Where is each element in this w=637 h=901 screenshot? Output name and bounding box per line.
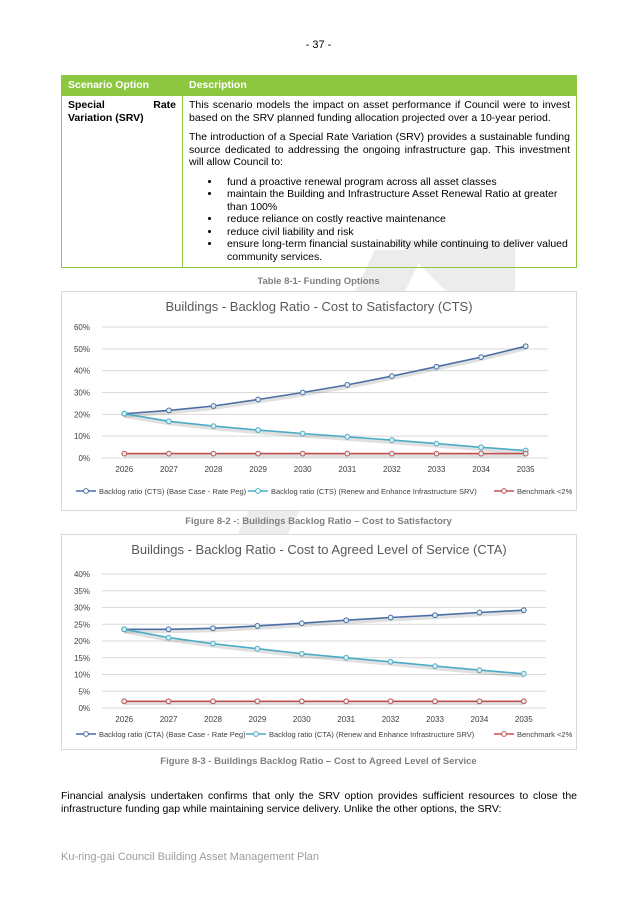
series-line [124, 346, 525, 414]
data-point [434, 364, 439, 369]
figure-caption-8-2: Figure 8-2 -: Buildings Backlog Ratio – Cost to Satisfactory [185, 516, 452, 527]
x-tick-label: 2029 [249, 465, 267, 474]
data-point [433, 613, 438, 618]
chart-cts [61, 291, 577, 511]
data-point [300, 390, 305, 395]
data-point [433, 664, 438, 669]
data-point [390, 374, 395, 379]
data-point [479, 451, 484, 456]
data-point [211, 451, 216, 456]
data-point [479, 355, 484, 360]
x-tick-label: 2027 [160, 465, 178, 474]
data-point [255, 624, 260, 629]
y-tick-label: 35% [73, 586, 90, 596]
data-point [255, 646, 260, 651]
data-point [300, 451, 305, 456]
x-tick-label: 2031 [337, 715, 356, 724]
legend-label: Backlog ratio (CTA) (Renew and Enhance Infrastructure SRV) [269, 730, 475, 739]
data-point [434, 441, 439, 446]
y-tick-label: 5% [78, 687, 90, 697]
page-number: - 37 - [305, 39, 332, 51]
x-tick-label: 2026 [115, 715, 134, 724]
description-para-2: The introduction of a Special Rate Variation (SRV) provides a sustainable funding source dedicated to addressing the ongoing infrastructure gap. This investment will allow Council to: [189, 131, 570, 168]
data-point [255, 699, 260, 704]
data-point [211, 626, 216, 631]
y-tick-label: 10% [73, 432, 90, 442]
data-point [344, 699, 349, 704]
y-tick-label: 30% [73, 388, 90, 398]
chart-title: Buildings - Backlog Ratio - Cost to Agreed Level of Service (CTA) [131, 542, 507, 557]
data-point [122, 699, 127, 704]
y-tick-label: 50% [73, 344, 90, 354]
bullet-list [189, 176, 570, 264]
data-point [388, 615, 393, 620]
data-point [211, 699, 216, 704]
legend-label: Benchmark <2% [517, 730, 573, 739]
x-tick-label: 2030 [293, 465, 312, 474]
x-tick-label: 2027 [159, 715, 178, 724]
data-point [523, 451, 528, 456]
data-point [477, 668, 482, 673]
list-item: • fund a proactive renewal program across all asset classes [221, 176, 570, 189]
data-point [211, 641, 216, 646]
option-line2: Variation (SRV) [68, 111, 144, 124]
table-row [62, 96, 577, 268]
data-point [521, 671, 526, 676]
data-point [211, 424, 216, 429]
data-point [122, 451, 127, 456]
series-line-shadow [124, 416, 525, 453]
legend-marker [256, 489, 261, 494]
data-point [479, 445, 484, 450]
header-scenario-option: Scenario Option [62, 76, 183, 96]
series-line [124, 414, 525, 451]
list-item: • maintain the Building and Infrastructure Asset Renewal Ratio at greater than 100% [221, 188, 570, 213]
legend-marker [502, 732, 507, 737]
data-point [256, 397, 261, 402]
description-para-1: This scenario models the impact on asset performance if Council were to invest based on the SRV planned funding allocation projected over a 10-year period. [189, 99, 570, 124]
legend-label: Backlog ratio (CTS) (Base Case - Rate Peg) [99, 487, 247, 496]
legend-label: Backlog ratio (CTA) (Base Case - Rate Peg) [99, 730, 246, 739]
y-tick-label: 30% [73, 603, 90, 613]
data-point [166, 635, 171, 640]
x-tick-label: 2030 [292, 715, 311, 724]
data-point [390, 451, 395, 456]
option-word-special: Special [68, 99, 105, 111]
data-point [388, 699, 393, 704]
list-item: • reduce civil liability and risk [221, 226, 570, 239]
data-point [167, 451, 172, 456]
data-point [434, 451, 439, 456]
series-line-shadow [124, 348, 525, 416]
y-tick-label: 20% [73, 637, 90, 646]
data-point [211, 404, 216, 409]
data-point [433, 699, 438, 704]
list-item: • ensure long-term financial sustainability while continuing to deliver valued community services. [221, 238, 570, 263]
y-tick-label: 20% [73, 410, 90, 420]
x-tick-label: 2026 [115, 465, 134, 474]
data-point [166, 627, 171, 632]
x-tick-label: 2028 [204, 465, 223, 474]
data-point [344, 618, 349, 623]
x-tick-label: 2028 [204, 715, 222, 724]
table-caption: Table 8-1- Funding Options [257, 276, 380, 287]
data-point [390, 438, 395, 443]
data-point [299, 621, 304, 626]
series-line [124, 629, 524, 674]
data-point [122, 411, 127, 416]
data-point [477, 699, 482, 704]
data-point [523, 344, 528, 349]
data-point [521, 608, 526, 613]
data-point [345, 382, 350, 387]
y-tick-label: 15% [73, 653, 90, 663]
data-point [345, 451, 350, 456]
legend-marker [84, 732, 89, 737]
header-description: Description [183, 76, 577, 96]
data-point [299, 699, 304, 704]
body-paragraph: Financial analysis undertaken confirms that only the SRV option provides sufficient resources to close the infrastructure funding gap while maintaining service delivery. Unlike the other options, the SRV: [61, 790, 577, 815]
footer-text: Ku-ring-gai Council Building Asset Management Plan [61, 851, 320, 863]
y-tick-label: 0% [78, 454, 90, 463]
legend-marker [502, 489, 507, 494]
y-tick-label: 25% [73, 620, 90, 630]
data-point [256, 451, 261, 456]
data-point [388, 659, 393, 664]
chart-title: Buildings - Backlog Ratio - Cost to Satisfactory (CTS) [165, 299, 473, 314]
scenario-option-cell [62, 96, 183, 268]
data-point [167, 419, 172, 424]
y-tick-label: 10% [73, 670, 90, 680]
data-point [166, 699, 171, 704]
x-tick-label: 2029 [248, 715, 267, 724]
legend-marker [254, 732, 259, 737]
y-tick-label: 40% [73, 366, 90, 376]
data-point [256, 428, 261, 433]
chart-cta [61, 534, 577, 750]
option-word-rate: Rate [153, 99, 176, 111]
y-tick-label: 0% [78, 704, 90, 713]
data-point [477, 610, 482, 615]
y-tick-label: 40% [73, 570, 90, 579]
x-tick-label: 2035 [516, 465, 535, 474]
x-tick-label: 2032 [381, 715, 400, 724]
legend-label: Backlog ratio (CTS) (Renew and Enhance Infrastructure SRV) [271, 487, 477, 496]
funding-options-table [61, 75, 577, 268]
data-point [521, 699, 526, 704]
data-point [344, 655, 349, 660]
legend-marker [84, 489, 89, 494]
data-point [345, 434, 350, 439]
chart-cts-svg [62, 292, 576, 510]
x-tick-label: 2033 [427, 465, 446, 474]
data-point [299, 651, 304, 656]
figure-caption-8-3: Figure 8-3 - Buildings Backlog Ratio – Cost to Agreed Level of Service [160, 756, 477, 767]
y-tick-label: 60% [73, 323, 90, 332]
x-tick-label: 2033 [426, 715, 444, 724]
x-tick-label: 2034 [472, 465, 490, 474]
x-tick-label: 2035 [514, 715, 533, 724]
x-tick-label: 2032 [383, 465, 401, 474]
data-point [167, 408, 172, 413]
series-line [124, 610, 524, 629]
legend-label: Benchmark <2% [517, 487, 573, 496]
chart-cta-svg [62, 535, 576, 749]
list-item: • reduce reliance on costly reactive maintenance [221, 213, 570, 226]
x-tick-label: 2031 [338, 465, 357, 474]
data-point [122, 627, 127, 632]
x-tick-label: 2034 [470, 715, 489, 724]
description-cell [183, 96, 577, 268]
data-point [300, 431, 305, 436]
